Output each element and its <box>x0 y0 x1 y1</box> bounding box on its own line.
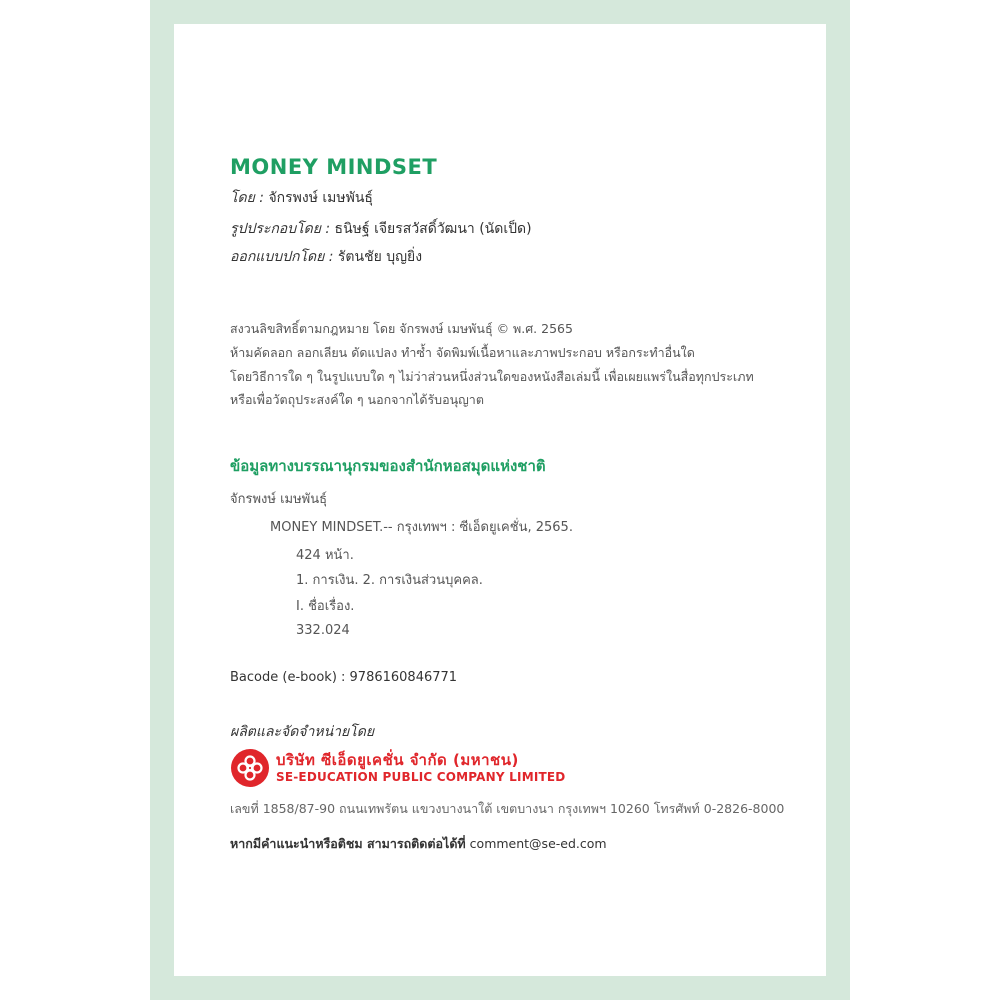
credit-value: จักรพงษ์ เมษพันธุ์ <box>268 190 373 206</box>
copyright-line: สงวนลิขสิทธิ์ตามกฎหมาย โดย จักรพงษ์ เมษพันธุ์ © พ.ศ. 2565 <box>230 321 573 336</box>
credit-label: รูปประกอบโดย : <box>230 221 331 237</box>
credit-author <box>230 187 373 209</box>
publisher-name-en: SE-EDUCATION PUBLIC COMPANY LIMITED <box>276 770 566 784</box>
se-ed-logo-icon <box>231 749 269 787</box>
cip-subjects: 1. การเงิน. 2. การเงินส่วนบุคคล. <box>296 573 483 588</box>
credit-value: ธนิษฐ์ เจียรสวัสดิ์วัฒนา (นัดเป็ด) <box>334 221 532 237</box>
cip-entry: MONEY MINDSET.-- กรุงเทพฯ : ซีเอ็ดยูเคชั่น, 2565. <box>270 520 573 535</box>
publisher-name-th: บริษัท ซีเอ็ดยูเคชั่น จำกัด (มหาชน) <box>276 751 519 769</box>
cip-pages: 424 หน้า. <box>296 548 354 563</box>
publisher-heading: ผลิตและจัดจำหน่ายโดย <box>230 724 375 740</box>
copyright-page <box>174 24 826 976</box>
cip-author: จักรพงษ์ เมษพันธุ์ <box>230 492 328 507</box>
contact-line <box>230 834 607 854</box>
publisher-address: เลขที่ 1858/87-90 ถนนเทพรัตน แขวงบางนาใต้ เขตบางนา กรุงเทพฯ 10260 โทรศัพท์ 0-2826-8000 <box>230 801 785 816</box>
credit-value: รัตนชัย บุญยิ่ง <box>337 249 423 265</box>
cip-classification: 332.024 <box>296 623 350 638</box>
copyright-line: หรือเพื่อวัตถุประสงค์ใด ๆ นอกจากได้รับอนุญาต <box>230 392 484 407</box>
credit-illustrator <box>230 218 532 240</box>
credit-label: โดย : <box>230 190 264 206</box>
cip-heading: ข้อมูลทางบรรณานุกรมของสำนักหอสมุดแห่งชาติ <box>230 457 546 475</box>
credit-cover-designer <box>230 246 422 268</box>
contact-label: หากมีคำแนะนำหรือติชม สามารถติดต่อได้ที่ <box>230 836 466 851</box>
cip-title-entry: I. ชื่อเรื่อง. <box>296 599 355 614</box>
copyright-line: โดยวิธีการใด ๆ ในรูปแบบใด ๆ ไม่ว่าส่วนหนึ่งส่วนใดของหนังสือเล่มนี้ เพื่อเผยแพร่ในสื่อทุกประเภท <box>230 369 754 384</box>
barcode-number: Bacode (e-book) : 9786160846771 <box>230 670 458 685</box>
credit-label: ออกแบบปกโดย : <box>230 249 334 265</box>
book-title: MONEY MINDSET <box>230 155 438 179</box>
copyright-line: ห้ามคัดลอก ลอกเลียน ดัดแปลง ทำซ้ำ จัดพิมพ์เนื้อหาและภาพประกอบ หรือกระทำอื่นใด <box>230 345 695 360</box>
contact-email[interactable]: comment@se-ed.com <box>469 836 607 851</box>
